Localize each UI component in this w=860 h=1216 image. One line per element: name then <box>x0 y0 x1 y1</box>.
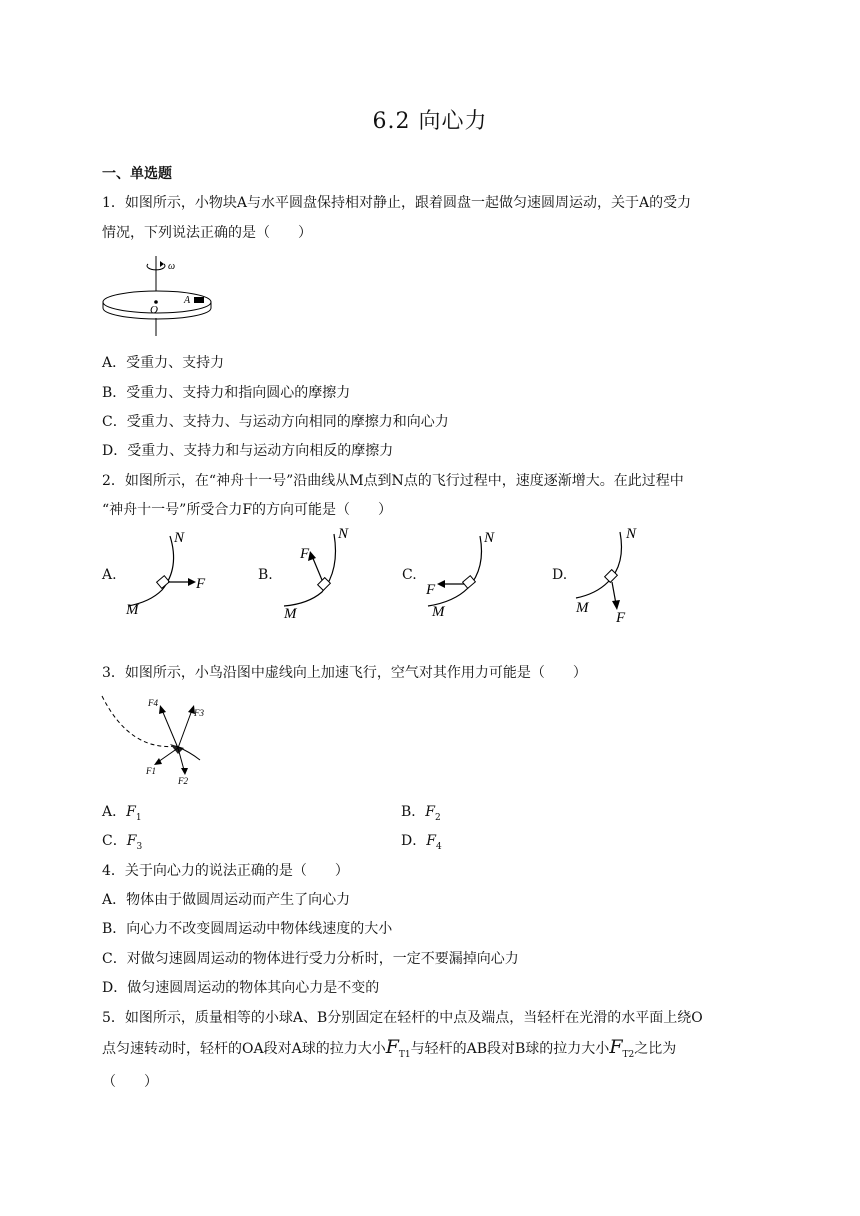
svg-text:F2: F2 <box>178 776 188 786</box>
svg-text:F1: F1 <box>146 766 156 776</box>
section-heading: 一、单选题 <box>102 166 172 182</box>
page-title: 6.2 向心力 <box>372 109 488 134</box>
q2-choice-c-label: C. <box>402 567 417 583</box>
svg-text:F: F <box>196 576 206 592</box>
svg-text:F: F <box>426 582 436 598</box>
q1-stem-line2: 情况，下列说法正确的是（ ） <box>102 225 312 241</box>
a-label: A <box>184 295 191 306</box>
q5-stem-line1: 5．如图所示，质量相等的小球A、B分别固定在轻杆的中点及端点，当轻杆在光滑的水平面上绕O <box>102 1010 703 1026</box>
q4-option-c: C．对做匀速圆周运动的物体进行受力分析时，一定不要漏掉向心力 <box>102 951 519 967</box>
svg-text:M: M <box>284 606 297 620</box>
q3-stem-line1: 3．如图所示，小鸟沿图中虚线向上加速飞行，空气对其作用力可能是（ ） <box>102 665 587 681</box>
q3-bird-figure <box>100 692 220 788</box>
q3-option-d: D．$F_4$ <box>401 833 442 852</box>
q4-option-b: B．向心力不改变圆周运动中物体线速度的大小 <box>102 921 393 937</box>
q2-stem-line1: 2．如图所示，在“神舟十一号”沿曲线从M点到N点的飞行过程中，速度逐渐增大。在此过程中 <box>102 473 684 489</box>
svg-text:N: N <box>484 530 495 546</box>
q4-stem-line1: 4．关于向心力的说法正确的是（ ） <box>102 863 349 879</box>
svg-text:M: M <box>126 602 139 618</box>
q2-choice-b-label: B. <box>258 567 273 583</box>
q2-stem-line2: “神舟十一号”所受合力F的方向可能是（ ） <box>102 502 393 518</box>
svg-text:F: F <box>616 610 626 624</box>
svg-text:F4: F4 <box>148 698 158 708</box>
svg-text:M: M <box>432 604 445 620</box>
q2-figure-c <box>420 528 520 620</box>
q2-choice-d-label: D. <box>552 567 568 583</box>
q2-choice-a-label: A. <box>102 567 117 583</box>
q5-stem-line2: 点匀速转动时，轻杆的OA段对A球的拉力大小$F_{T1}$与轻杆的AB段对B球的拉力大小$F_{T2}$之比为 <box>102 1036 677 1060</box>
q4-option-a: A．物体由于做圆周运动而产生了向心力 <box>102 892 351 908</box>
block-a <box>194 297 204 303</box>
omega-label: ω <box>168 261 176 272</box>
o-label: O <box>150 304 158 316</box>
q3-option-c: C．$F_3$ <box>102 833 143 852</box>
q1-option-a: A．受重力、支持力 <box>102 355 225 371</box>
svg-text:M: M <box>576 600 589 616</box>
q4-option-d: D．做匀速圆周运动的物体其向心力是不变的 <box>102 980 380 996</box>
q1-option-b: B．受重力、支持力和指向圆心的摩擦力 <box>102 385 351 401</box>
q2-figure-a <box>122 528 222 620</box>
svg-text:F: F <box>300 546 310 562</box>
q1-option-c: C．受重力、支持力、与运动方向相同的摩擦力和向心力 <box>102 414 449 430</box>
q3-option-b: B．$F_2$ <box>401 804 441 823</box>
q1-stem-line1: 1．如图所示，小物块A与水平圆盘保持相对静止，跟着圆盘一起做匀速圆周运动，关于A的受力 <box>102 195 692 211</box>
q2-figure-d <box>572 524 662 624</box>
svg-text:F3: F3 <box>194 708 204 718</box>
q2-figure-b <box>278 524 378 620</box>
q5-stem-line3: （ ） <box>102 1074 158 1090</box>
q1-option-d: D．受重力、支持力和与运动方向相反的摩擦力 <box>102 443 394 459</box>
q3-option-a: A．$F_1$ <box>102 804 142 823</box>
svg-text:N: N <box>626 526 637 542</box>
q1-rotating-disk-figure <box>100 252 225 338</box>
svg-text:N: N <box>174 530 185 546</box>
svg-text:N: N <box>338 526 349 542</box>
